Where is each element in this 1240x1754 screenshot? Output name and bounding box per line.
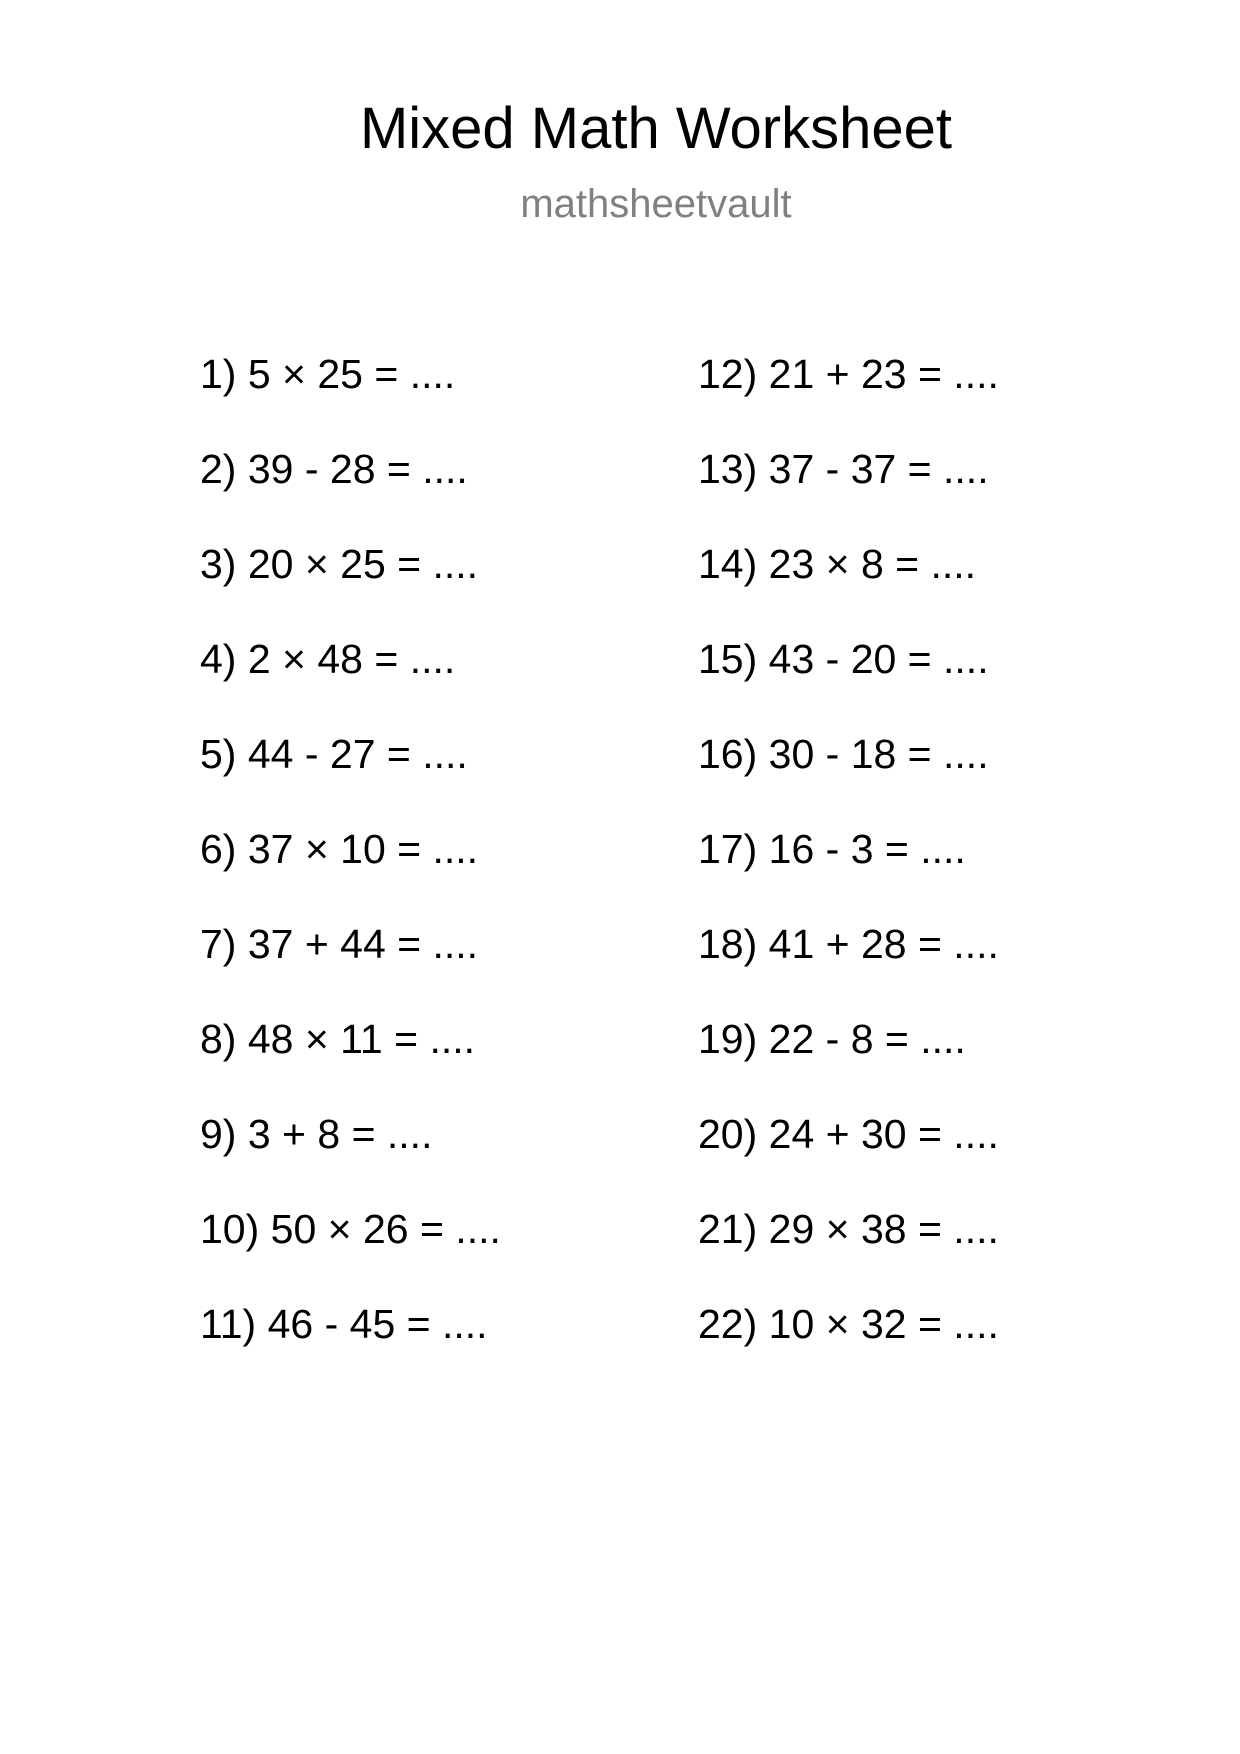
problem-item: 13) 37 - 37 = .... xyxy=(698,446,989,492)
problem-column-left xyxy=(200,350,501,1395)
problem-item: 3) 20 × 25 = .... xyxy=(200,541,479,587)
worksheet-title: Mixed Math Worksheet xyxy=(359,96,953,161)
problem-item: 19) 22 - 8 = .... xyxy=(698,1016,966,1062)
problem-item: 5) 44 - 27 = .... xyxy=(200,731,468,777)
problem-item: 8) 48 × 11 = .... xyxy=(200,1016,476,1062)
worksheet-source: mathsheetvault xyxy=(520,182,792,226)
problem-item: 21) 29 × 38 = .... xyxy=(698,1206,999,1252)
problem-item: 16) 30 - 18 = .... xyxy=(698,731,989,777)
problem-item: 22) 10 × 32 = .... xyxy=(698,1301,999,1347)
problem-item: 20) 24 + 30 = .... xyxy=(698,1111,999,1157)
problem-item: 10) 50 × 26 = .... xyxy=(200,1206,501,1252)
problem-item: 2) 39 - 28 = .... xyxy=(200,446,468,492)
problem-item: 9) 3 + 8 = .... xyxy=(200,1111,433,1157)
problem-item: 6) 37 × 10 = .... xyxy=(200,826,479,872)
problem-column-right xyxy=(698,350,999,1395)
problem-item: 15) 43 - 20 = .... xyxy=(698,636,989,682)
problem-item: 7) 37 + 44 = .... xyxy=(200,921,479,967)
problem-item: 14) 23 × 8 = .... xyxy=(698,541,977,587)
problem-item: 11) 46 - 45 = .... xyxy=(200,1301,488,1347)
problem-item: 17) 16 - 3 = .... xyxy=(698,826,966,872)
problem-item: 4) 2 × 48 = .... xyxy=(200,636,456,682)
problem-item: 12) 21 + 23 = .... xyxy=(698,351,999,397)
problem-item: 1) 5 × 25 = .... xyxy=(200,351,456,397)
problem-item: 18) 41 + 28 = .... xyxy=(698,921,999,967)
